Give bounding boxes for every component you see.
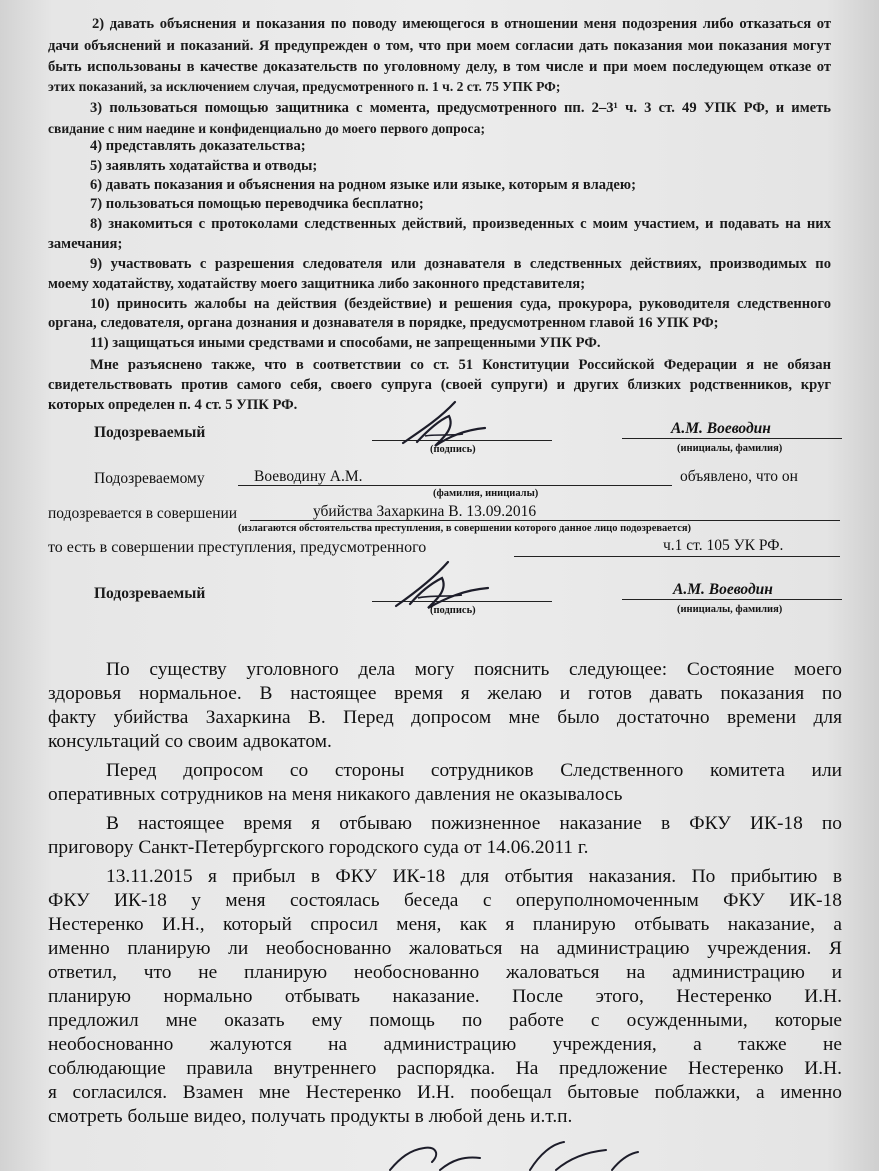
signature-1-name-caption: (инициалы, фамилия) <box>677 443 783 454</box>
signature-1-name: А.М. Воеводин <box>671 420 771 437</box>
suspect-name-caption: (фамилия, инициалы) <box>433 488 539 499</box>
article-51-line-1: Мне разъяснено также, что в соответствии со ст. 51 Конституции Российской Федерации я не обязан <box>90 357 831 373</box>
rights-item-7: 7) пользоваться помощью переводчика бесплатно; <box>90 196 424 212</box>
testimony-p1-line-1: По существу уголовного дела могу пояснить следующее: Состояние моего <box>106 659 842 680</box>
signature-2-name: А.М. Воеводин <box>673 581 773 598</box>
rights-item-6: 6) давать показания и объяснения на родном языке или языке, которым я владею; <box>90 177 636 193</box>
testimony-p4-line-10: я согласился. Взамен мне Нестеренко И.Н. пообещал бытовые поблажки, а именно <box>48 1082 842 1103</box>
crime-description-caption: (излагаются обстоятельства преступления, в совершении которого данное лицо подозревается) <box>238 523 692 534</box>
signature-1-name-line <box>622 438 842 439</box>
rights-item-2-line-1: 2) давать объяснения и показания по поводу имеющегося в отношении меня подозрения либо отказаться от <box>92 16 831 32</box>
testimony-p4-line-3: Нестеренко И.Н., который спросил меня, как я планирую отбывать наказание, а <box>48 914 842 935</box>
article-51-line-3: которых определен п. 4 ст. 5 УПК РФ. <box>48 397 298 413</box>
signature-1-caption: (подпись) <box>430 444 476 455</box>
suspect-name: Воеводину А.М. <box>254 468 363 485</box>
signature-2-name-line <box>622 599 842 600</box>
testimony-p2-line-1: Перед допросом со стороны сотрудников Следственного комитета или <box>106 760 842 781</box>
bottom-signatures-mark <box>380 1140 660 1171</box>
article-51-line-2: свидетельствовать против самого себя, своего супруга (своей супруги) и других близких родственников, круг <box>48 377 831 393</box>
testimony-p4-line-8: необоснованно жалуются на администрацию учреждения, а также не <box>48 1034 842 1055</box>
rights-item-4: 4) представлять доказательства; <box>90 138 306 154</box>
suspicion-lead: Подозреваемому <box>94 470 205 487</box>
suspicion-announced: объявлено, что он <box>680 468 798 485</box>
testimony-p4-line-2: ФКУ ИК-18 у меня состоялась беседа с оперуполномоченным ФКУ ИК-18 <box>48 890 842 911</box>
testimony-p4-line-6: планирую нормально отбывать наказание. После этого, Нестеренко И.Н. <box>48 986 842 1007</box>
crime-description: убийства Захаркина В. 13.09.2016 <box>313 503 537 520</box>
testimony-p3-line-1: В настоящее время я отбываю пожизненное наказание в ФКУ ИК-18 по <box>106 813 842 834</box>
crime-description-line <box>250 520 840 521</box>
rights-item-3-line-1: 3) пользоваться помощью защитника с момента, предусмотренного пп. 2–3¹ ч. 3 ст. 49 УПК РФ, и иметь <box>90 100 831 116</box>
rights-item-9-line-2: моему ходатайству, ходатайству моего защитника либо законного представителя; <box>48 276 586 292</box>
rights-item-9-line-1: 9) участвовать с разрешения следователя или дознавателя в следственных действиях, производимых по <box>90 256 831 272</box>
testimony-p4-line-9: соблюдающие правила внутреннего распорядка. На предложение Нестеренко И.Н. <box>48 1058 842 1079</box>
signature-2-caption: (подпись) <box>430 605 476 616</box>
testimony-p4-line-7: предложил мне оказать ему помощь по работе с осужденными, которые <box>48 1010 842 1031</box>
rights-item-10-line-2: органа, следователя, органа дознания и дознавателя в порядке, предусмотренном главой 16 УПК РФ; <box>48 315 719 331</box>
testimony-p4-line-11: смотреть больше видео, получать продукты в любой день и.т.п. <box>48 1106 573 1127</box>
signature-1-label: Подозреваемый <box>94 424 206 441</box>
testimony-p1-line-3: факту убийства Захаркина В. Перед допросом мне было достаточно времени для <box>48 707 842 728</box>
signature-2-label: Подозреваемый <box>94 585 206 602</box>
rights-item-8-line-2: замечания; <box>48 236 123 252</box>
rights-item-10-line-1: 10) приносить жалобы на действия (бездействие) и решения суда, прокурора, руководителя следственного <box>90 296 831 312</box>
article-line <box>514 556 840 557</box>
rights-item-3-line-2: свидание с ним наедине и конфиденциально до моего первого допроса; <box>48 121 486 136</box>
testimony-p2-line-2: оперативных сотрудников на меня никакого давления не оказывалось <box>48 784 623 805</box>
testimony-p4-line-1: 13.11.2015 я прибыл в ФКУ ИК-18 для отбытия наказания. По прибытию в <box>106 866 842 887</box>
testimony-p4-line-4: именно планирую ли необоснованно жаловаться на администрацию учреждения. Я <box>48 938 842 959</box>
suspect-name-line <box>238 485 672 486</box>
suspected-of-label: подозревается в совершении <box>48 505 238 522</box>
signature-2-name-caption: (инициалы, фамилия) <box>677 604 783 615</box>
testimony-p3-line-2: приговору Санкт-Петербургского городского суда от 14.06.2011 г. <box>48 837 589 858</box>
rights-item-11: 11) защищаться иными средствами и способами, не запрещенными УПК РФ. <box>90 335 601 351</box>
rights-item-2-line-3: быть использованы в качестве доказательств по уголовному делу, в том числе и при моем последующем отказе от <box>48 59 831 75</box>
provided-by-label: то есть в совершении преступления, предусмотренного <box>48 539 427 556</box>
testimony-p1-line-4: консультаций со своим адвокатом. <box>48 731 332 752</box>
rights-item-8-line-1: 8) знакомиться с протоколами следственных действий, произведенных с моим участием, и подавать на них <box>90 216 831 232</box>
rights-item-5: 5) заявлять ходатайства и отводы; <box>90 158 318 174</box>
testimony-p1-line-2: здоровья нормальное. В настоящее время я желаю и готов давать показания по <box>48 683 842 704</box>
testimony-p4-line-5: ответил, что не планирую необоснованно жаловаться на администрацию и <box>48 962 842 983</box>
rights-item-2-line-2: дачи объяснений и показаний. Я предупрежден о том, что при моем согласии дать показания мои показания могут <box>48 38 831 54</box>
criminal-article: ч.1 ст. 105 УК РФ. <box>663 537 784 554</box>
rights-item-2-line-4: этих показаний, за исключением случая, предусмотренного п. 1 ч. 2 ст. 75 УПК РФ; <box>48 79 561 94</box>
